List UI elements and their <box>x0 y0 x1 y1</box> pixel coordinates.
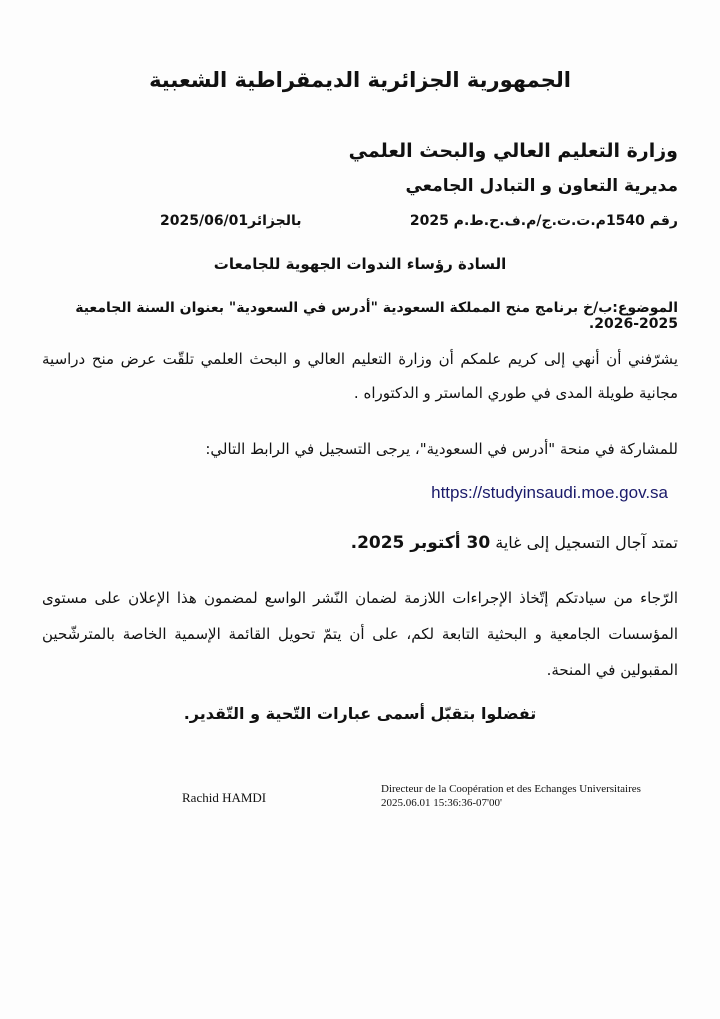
body-paragraph-3: الرّجاء من سيادتكم إتّخاذ الإجراءات اللازمة لضمان النّشر الواسع لمضمون هذا الإعلان على مستوى المؤسسات الجامعية و البحثية التابعة لكم، على أن يتمّ تحويل القائمة الإسمية الخاصة بالمترشّحين المقبولين في المنحة. <box>42 589 678 679</box>
subject-line: الموضوع:ب/خ برنامج منح المملكة السعودية "أدرس في السعودية" بعنوان السنة الجامعية 2025-2026. <box>75 300 678 332</box>
closing-line: تفضلوا بتقبّل أسمى عبارات التّحية و التّقدير. <box>183 704 537 723</box>
registration-link[interactable]: https://studyinsaudi.moe.gov.sa <box>431 483 668 502</box>
signatory-title: Directeur de la Coopération et des Echanges Universitaires <box>381 783 641 795</box>
deadline-date: 30 أكتوبر 2025. <box>350 533 491 553</box>
recipients-line: السادة رؤساء الندوات الجهوية للجامعات <box>213 255 507 273</box>
reference-row <box>150 213 678 235</box>
reference-date: بالجزائر2025/06/01 <box>160 213 302 229</box>
body-paragraph-1: يشرّفني أن أنهي إلى كريم علمكم أن وزارة التعليم العالي و البحث العلمي تلقّت عرض منح دراسية مجانية طويلة المدى في طوري الماستر و الدكتوراه . <box>42 350 678 402</box>
deadline-prefix: تمتد آجال التسجيل إلى غاية <box>490 533 678 552</box>
directorate-name: مديرية التعاون و التبادل الجامعي <box>405 176 678 196</box>
reference-number: رقم 1540م.ت.ت.ج/م.ف.ح.ط.م 2025 <box>409 213 678 229</box>
body-paragraph-2: للمشاركة في منحة "أدرس في السعودية"، يرجى التسجيل في الرابط التالي: <box>205 440 678 458</box>
signature-timestamp: 2025.06.01 15:36:36-07'00' <box>381 797 502 809</box>
digital-signature-block <box>381 782 641 810</box>
republic-heading: الجمهورية الجزائرية الديمقراطية الشعبية <box>149 68 571 92</box>
deadline-line <box>351 533 678 553</box>
ministry-name: وزارة التعليم العالي والبحث العلمي <box>348 140 678 162</box>
signatory-name: Rachid HAMDI <box>182 790 267 805</box>
